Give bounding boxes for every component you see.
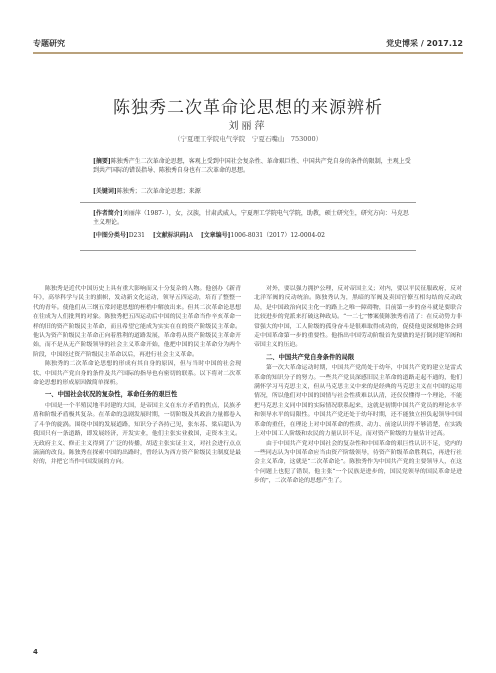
paragraph: 陈独秀是近代中国历史上具有重大影响而又十分复杂的人物。他创办《新青年》，高举科学与民主的旗帜，发动新文化运动，领导五四运动，培育了整整一代的青年。使他们从三纲五常封建思想的桎梏中解放出来。但其二次革命论思想在往成为人们批判的对象。陈独秀把五四运动后中国的民主革命当作辛亥革命一样的旧的资产阶级民主革命，而且希望它能成为实实在在的资产阶级民主革命。他认为资产阶级民主革命正向着胜利的道路发展，革命将从资产阶级民主革命开始，而不是从无产阶级领导的社会主义革命开始，他把中国的民主革命分为两个阶段，中国经过资产阶级民主革命以后，再进行社会主义革命。 (33, 286, 241, 358)
header-rule (33, 52, 463, 54)
clc-label: [中图分类号] (93, 232, 129, 239)
keywords (93, 187, 413, 196)
clc-value: D231 (128, 232, 145, 239)
classification-line (93, 231, 413, 240)
abstract-text: 陈独秀产生二次革命论思想，客观上受到中国社会复杂性、革命艰巨性、中国共产党自身的条件的限制，主观上受到共产国际的错误指导、陈独秀自身也有二次革命的思想。 (93, 158, 411, 174)
author-info-label: [作者简介] (93, 210, 123, 217)
abstract-label: [摘要] (93, 158, 111, 165)
paragraph: 由于中国共产党对中国社会的复杂性和中国革命的艰巨性认识不足，党内的一些同志认为中国革命应当由资产阶级领导，待资产阶级革命胜利后，再进行社会主义革命，这就是“二次革命论”。陈独秀作为中国共产党的主要领导人，在这个问题上也犯了错误，他主张“一个民族是进步的，国民党领导的国民革命是进步的”，二次革命论的思想产生了。 (254, 440, 462, 485)
section-heading: 二、中国共产党自身条件的局限 (266, 353, 355, 361)
article-author: 刘丽萍 (228, 121, 268, 132)
paragraph: 第一次大革命运动时期，中国共产党尚处于幼年，中国共产党的建立是雷式革命的知识分子的努力。一些共产党员深感旧民主革命的道路走起不通的，他们满怀学习马克思主义，但从马克思主义中来的是经典的马克思主义在中国的运用情况，所以他们对中国的国情与社会性质难以认清，还仅仅懂得一个理论，不能把马克思主义同中国的实际情况联系起来，这就是初期中国共产党员的理论水平和领导水平的局限性。中国共产党还处于幼年时期，还不能独立担负起领导中国革命的重任，在理论上对中国革命的性质、动力、前途认识得不够清楚，在实践上对中国工人阶级和农民的力量认识不足，而对资产阶级的力量估计过高。 (254, 365, 462, 438)
separator-bottom (80, 250, 416, 251)
section-heading: 一、中国社会状况的复杂性，革命任务的艰巨性 (45, 391, 178, 399)
paragraph: 陈独秀的二次革命论思想的形成有其自身的原因，但与当时中国的社会现状、中国共产党自身的条件及共产国际的指导也有密切的联系。以下将对二次革命论思想的形成原因做简单探析。 (33, 361, 241, 387)
keywords-label: [关键词] (93, 188, 117, 195)
doc-value: A (188, 232, 193, 239)
journal-issue: 党史博采 / 2017.12 (386, 39, 463, 48)
doc-label: [文献标识码] (152, 232, 189, 239)
article-title: 陈独秀二次革命论思想的来源辨析 (113, 98, 383, 118)
body-right-column (254, 285, 462, 487)
author-affiliation: （宁夏理工学院电气学院 宁夏石嘴山 753000） (173, 135, 323, 143)
section-name: 专题研究 (33, 39, 65, 48)
separator-top (80, 202, 416, 203)
article-no-value: 1006-8031（2017）12-0004-02 (230, 232, 325, 239)
paragraph: 对外，要以强力拥护公理，反对帝国主义；对内，要以平民征服政府，反对北洋军阀的反动统治。陈独秀认为，黑暗的军阀及卖国官僚互相勾结的反动政局，是中国政治向民主化一的路上之唯一障碍物，目前第一步的奋斗就是要联合比较进步的党派来打破这种政局。“一二七”惨案使陈独秀看清了：在反动势力非常强大的中国，工人阶级的孤身奋斗是很难取得成功的，促使他更深刻地体会到走中国革命第一步的重要性。他指出中国劳动阶级首先要做的是打倒封建军阀和帝国主义的压迫。 (254, 286, 462, 349)
keywords-text: 陈独秀；二次革命论思想；来源 (116, 188, 201, 195)
abstract (93, 157, 413, 175)
author-info-text: 刘丽萍（1987- ），女，汉族，甘肃武威人，宁夏理工学院电气学院，助教，硕士研究生，研究方向：马克思主义理论。 (93, 210, 409, 226)
author-info (93, 209, 413, 227)
running-header (33, 38, 463, 50)
paragraph: 中国是一个半殖民地半封建的大国，是帝国主义在东方矛盾的焦点，民族矛盾和阶级矛盾极其复杂。在革命的急剧发展时期，一切阶级及其政治力量都卷入了斗争的旋涡。围绕中国的发展道路，知识分子各持己见，张东荪、梁启超认为我国只有一条道路，即发展经济，开发实业，他们主张实业救国，走资本主义。无政府主义、修正主义得到了广泛的传播，胡适主张实证主义，对社会进行点点滴滴的改良。陈独秀在探索中国的出路时，曾经认为西方资产阶级民主制度是最好的，并把它当作中国发展的方向。 (33, 402, 241, 466)
article-no-label: [文章编号] (200, 232, 231, 239)
body-left-column (33, 285, 241, 468)
page-number: 4 (33, 648, 38, 656)
